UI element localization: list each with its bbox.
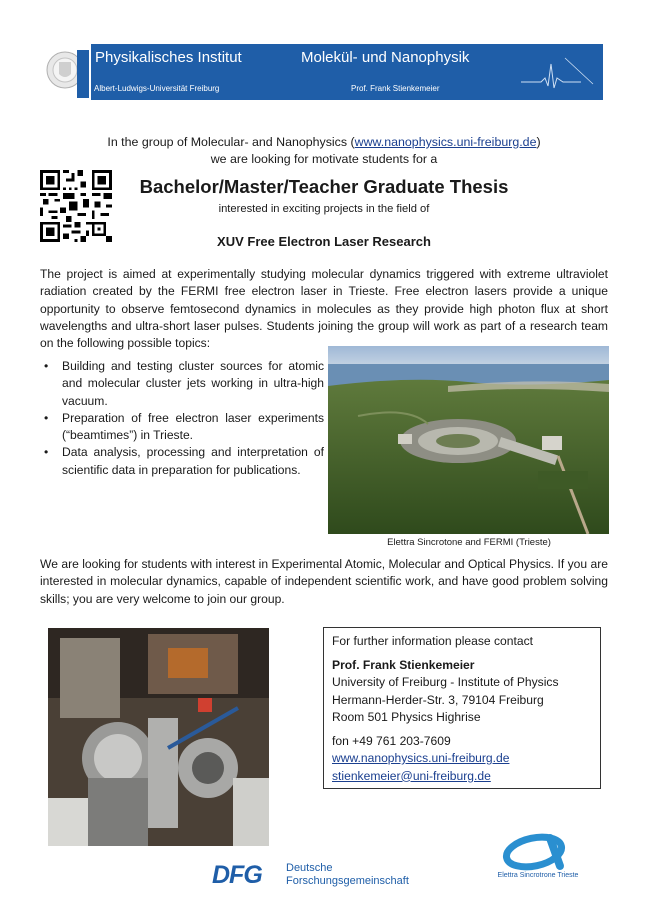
- university-name: Albert-Ludwigs-Universität Freiburg: [94, 84, 220, 93]
- intro-text: [40, 134, 608, 168]
- thesis-subtitle: interested in exciting projects in the field of: [218, 203, 430, 215]
- intro-line-2: we are looking for motivate students for a: [210, 152, 438, 166]
- contact-email-link[interactable]: stienkemeier@uni-freiburg.de: [332, 768, 491, 783]
- elettra-label: Elettra Sincrotrone Trieste: [497, 872, 579, 879]
- dfg-mark: DFG: [212, 861, 262, 889]
- topics-list: [40, 358, 324, 479]
- intro-line-1: In the group of Molecular- and Nanophysics (www.nanophysics.uni-freiburg.de): [107, 135, 541, 149]
- group-name: Molekül- und Nanophysik: [301, 49, 470, 66]
- dfg-line-2: Forschungsgemeinschaft: [286, 875, 409, 887]
- elettra-logo: [488, 832, 588, 886]
- qr-code: [40, 170, 112, 242]
- topic-item: • Data analysis, processing and interpretation of scientific data in preparation for publications.: [40, 444, 324, 479]
- header-banner: [91, 44, 603, 100]
- contact-box: [323, 627, 601, 789]
- thesis-title: Bachelor/Master/Teacher Graduate Thesis: [139, 176, 509, 197]
- contact-affiliation: University of Freiburg - Institute of Physics: [332, 675, 559, 689]
- contact-phone: fon +49 761 203-7609: [332, 733, 451, 748]
- dfg-logo: [212, 860, 422, 894]
- contact-room: Room 501 Physics Highrise: [332, 710, 481, 724]
- research-field: XUV Free Electron Laser Research: [217, 234, 431, 249]
- university-logo: [45, 44, 91, 100]
- group-website-link[interactable]: www.nanophysics.uni-freiburg.de: [354, 135, 537, 149]
- topic-item: • Building and testing cluster sources for atomic and molecular cluster jets working in ultra-high vacuum.: [40, 358, 324, 410]
- contact-heading: For further information please contact: [332, 634, 533, 648]
- contact-name: Prof. Frank Stienkemeier: [332, 657, 475, 672]
- contact-website-link[interactable]: www.nanophysics.uni-freiburg.de: [332, 751, 510, 765]
- synchrotron-aerial-photo: [328, 346, 609, 534]
- topic-item: • Preparation of free electron laser experiments (“beamtimes”) in Trieste.: [40, 410, 324, 445]
- dfg-line-1: Deutsche: [286, 862, 333, 874]
- institute-name: Physikalisches Institut: [95, 49, 242, 66]
- header-professor: Prof. Frank Stienkemeier: [351, 84, 440, 93]
- requirements-paragraph: We are looking for students with interest in Experimental Atomic, Molecular and Optical Physics. If you are interested in molecular dynamics, capable of independent scientific work, and have good problem solving skills; you are very welcome to join our group.: [40, 557, 608, 606]
- elettra-swoosh-icon: [488, 832, 588, 872]
- contact-street: Hermann-Herder-Str. 3, 79104 Freiburg: [332, 692, 544, 707]
- lab-equipment-photo: [48, 628, 269, 846]
- spectrum-wave-icon: [521, 48, 601, 96]
- project-description: The project is aimed at experimentally studying molecular dynamics triggered with extreme ultraviolet radiation created by the FERMI free electron laser in Trieste. Free electron lasers provide a unique opportunity to observe femtosecond dynamics in molecules as they provide high photon flux at short wavelengths and ultra-short laser pulses. Students joining the group will work as part of a research team on the following possible topics:: [40, 267, 608, 351]
- photo-caption: Elettra Sincrotone and FERMI (Trieste): [387, 537, 551, 548]
